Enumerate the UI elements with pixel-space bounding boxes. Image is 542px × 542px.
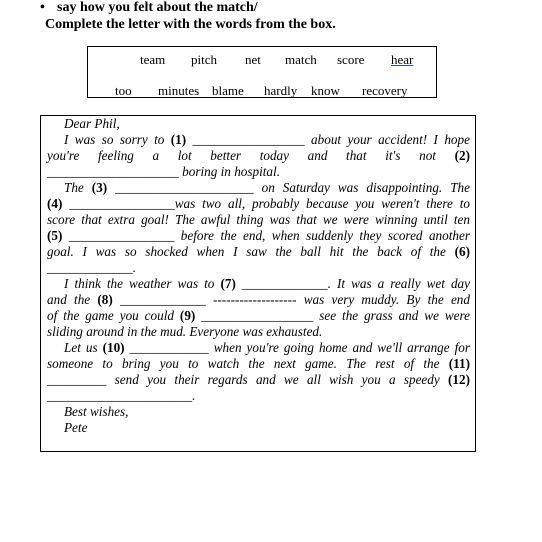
word-recovery: recovery [362,83,408,98]
letter-line: The (3) _____________________ on Saturday was disappointing. The [64,180,470,195]
letter-line: goal. I was so shocked when I saw the ball hit the back of the (6) [47,244,470,259]
letter-line: someone to bring you to watch the next game. The rest of the (11) [47,356,470,371]
instruction-text: Complete the letter with the words from the box. [45,17,336,32]
letter-line: _________ send you their regards and we all wish you a speedy (12) [47,372,470,387]
letter-box [40,115,476,452]
word-pitch: pitch [191,52,217,67]
letter-line: (4) ________________was two all, probably because you weren't there to [47,196,470,211]
word-hardly: hardly [264,83,298,98]
letter-line: Let us (10) ____________ when you're going home and we'll arrange for [64,340,470,355]
word-net: net [245,52,261,67]
word-team: team [140,52,166,67]
letter-line: of the game you could (9) _________________ see the grass and we were [47,308,471,323]
letter-signature: Pete [64,420,88,435]
letter-line: score that extra goal! The awful thing was that we were winning until ten [47,212,470,227]
letter-line: ____________________ boring in hospital. [47,164,280,179]
letter-line: sliding around in the mud. Everyone was exhausted. [47,324,323,339]
word-match: match [285,52,317,67]
letter-line: and the (8) _____________ ------------------- was very muddy. By the end [47,292,470,307]
word-score: score [337,52,365,67]
word-box [87,46,437,98]
bullet-text: say how you felt about the match/ [57,0,258,15]
letter-greeting: Dear Phil, [64,116,120,131]
word-hear: hear [391,52,414,67]
letter-line: ______________________. [47,388,196,403]
word-too: too [115,83,132,98]
word-blame: blame [212,83,244,98]
letter-closing: Best wishes, [64,404,129,419]
letter-line: (5) ________________ before the end, when suddenly they scored another [47,228,470,243]
letter-line: you're feeling a lot better today and that it's not (2) [47,148,470,163]
letter-line: _____________. [47,260,137,275]
letter-line: I was so sorry to (1) _________________ about your accident! I hope [64,132,470,147]
word-minutes: minutes [158,83,200,98]
bullet-dot: • [40,0,45,15]
word-know: know [311,83,340,98]
letter-line: I think the weather was to (7) _____________. It was a really wet day [64,276,471,291]
